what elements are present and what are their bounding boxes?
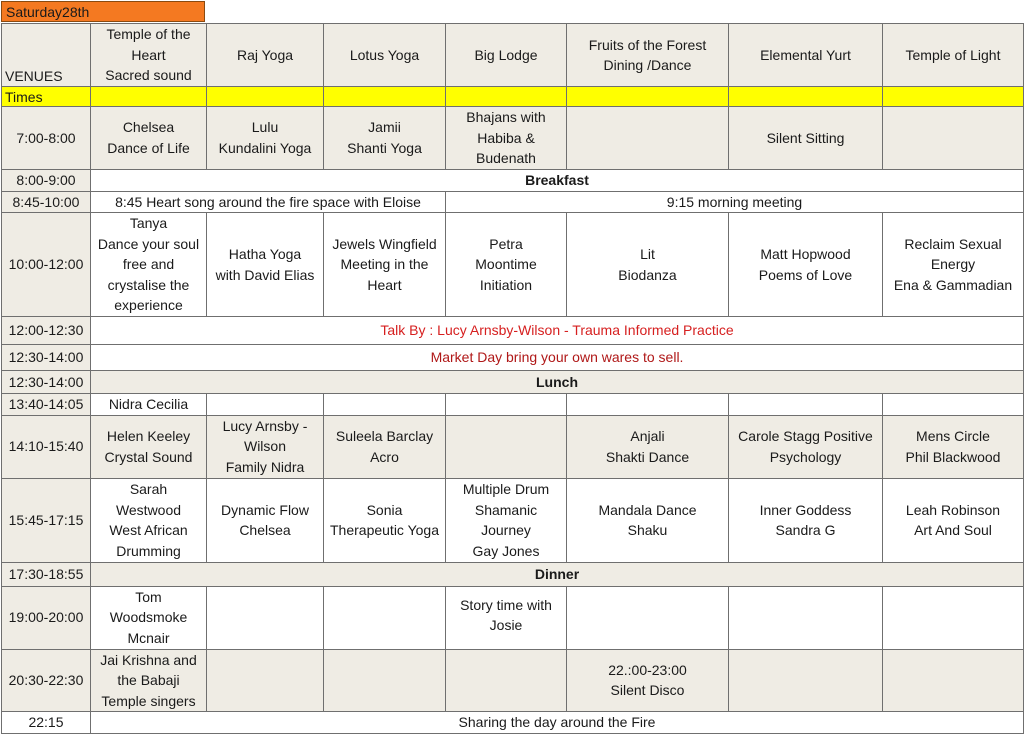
breakfast-banner: Breakfast [91,169,1024,191]
event-cell: Jai Krishna and the Babaji Temple singers [91,649,207,712]
event-cell: Matt Hopwood Poems of Love [729,213,883,317]
times-bar-cell [207,87,324,107]
table-row [2,586,1024,649]
table-row [2,649,1024,712]
event-cell: Jewels Wingfield Meeting in the Heart [324,213,446,317]
time-cell: 8:00-9:00 [2,169,91,191]
times-bar-cell [729,87,883,107]
times-bar-cell [91,87,207,107]
event-cell: Jamii Shanti Yoga [324,107,446,170]
table-row [2,191,1024,213]
venue-raj-yoga: Raj Yoga [207,24,324,87]
event-cell [324,586,446,649]
event-cell [883,107,1024,170]
table-row [2,107,1024,170]
lunch-banner: Lunch [91,371,1024,394]
event-cell: Dynamic Flow Chelsea [207,478,324,562]
table-row [2,712,1024,734]
event-cell: Reclaim Sexual Energy Ena & Gammadian [883,213,1024,317]
event-cell [883,394,1024,416]
event-cell [883,649,1024,712]
time-cell: 10:00-12:00 [2,213,91,317]
event-cell: Chelsea Dance of Life [91,107,207,170]
event-cell: Sonia Therapeutic Yoga [324,478,446,562]
event-cell: Lucy Arnsby - Wilson Family Nidra [207,415,324,478]
times-bar-cell [324,87,446,107]
time-cell: 20:30-22:30 [2,649,91,712]
event-cell [446,394,567,416]
table-row [2,371,1024,394]
event-cell: Suleela Barclay Acro [324,415,446,478]
schedule-table [1,23,1024,734]
venue-big-lodge: Big Lodge [446,24,567,87]
venue-temple-of-the-heart: Temple of the Heart Sacred sound [91,24,207,87]
time-cell: 12:30-14:00 [2,345,91,371]
table-row [2,478,1024,562]
times-row [2,87,1024,107]
event-cell: Mens Circle Phil Blackwood [883,415,1024,478]
time-cell: 12:00-12:30 [2,317,91,345]
heart-song-cell: 8:45 Heart song around the fire space with Eloise [91,191,446,213]
event-cell: Petra Moontime Initiation [446,213,567,317]
event-cell [324,649,446,712]
venue-lotus-yoga: Lotus Yoga [324,24,446,87]
event-cell [207,394,324,416]
venue-fruits-of-the-forest: Fruits of the Forest Dining /Dance [567,24,729,87]
table-row [2,562,1024,586]
event-cell: 22.:00-23:00 Silent Disco [567,649,729,712]
event-cell [883,586,1024,649]
time-cell: 14:10-15:40 [2,415,91,478]
event-cell: Hatha Yoga with David Elias [207,213,324,317]
event-cell: Lulu Kundalini Yoga [207,107,324,170]
time-cell: 17:30-18:55 [2,562,91,586]
time-cell: 22:15 [2,712,91,734]
times-bar-cell [883,87,1024,107]
event-cell: Tom Woodsmoke Mcnair [91,586,207,649]
table-row [2,394,1024,416]
market-day-banner: Market Day bring your own wares to sell. [91,345,1024,371]
event-cell: Leah Robinson Art And Soul [883,478,1024,562]
event-cell: Helen Keeley Crystal Sound [91,415,207,478]
event-cell: Anjali Shakti Dance [567,415,729,478]
time-cell: 8:45-10:00 [2,191,91,213]
time-cell: 12:30-14:00 [2,371,91,394]
event-cell [324,394,446,416]
event-cell: Multiple Drum Shamanic Journey Gay Jones [446,478,567,562]
venue-elemental-yurt: Elemental Yurt [729,24,883,87]
event-cell [207,586,324,649]
table-row [2,345,1024,371]
event-cell [446,649,567,712]
times-bar-cell [446,87,567,107]
table-row [2,415,1024,478]
event-cell [729,586,883,649]
time-cell: 7:00-8:00 [2,107,91,170]
times-bar-cell [567,87,729,107]
event-cell: Story time with Josie [446,586,567,649]
event-cell: Carole Stagg Positive Psychology [729,415,883,478]
venues-label: VENUES [2,24,91,87]
event-cell: Bhajans with Habiba & Budenath [446,107,567,170]
event-cell [729,649,883,712]
table-row [2,169,1024,191]
table-row [2,317,1024,345]
event-cell: Inner Goddess Sandra G [729,478,883,562]
time-cell: 19:00-20:00 [2,586,91,649]
table-row [2,213,1024,317]
event-cell: Lit Biodanza [567,213,729,317]
venue-temple-of-light: Temple of Light [883,24,1024,87]
event-cell: Mandala Dance Shaku [567,478,729,562]
dinner-banner: Dinner [91,562,1024,586]
event-cell [567,586,729,649]
event-cell [567,394,729,416]
event-cell: Nidra Cecilia [91,394,207,416]
event-cell: Tanya Dance your soul free and crystalise the experience [91,213,207,317]
event-cell [207,649,324,712]
sharing-cell: Sharing the day around the Fire [91,712,1024,734]
time-cell: 13:40-14:05 [2,394,91,416]
time-cell: 15:45-17:15 [2,478,91,562]
event-cell: Sarah Westwood West African Drumming [91,478,207,562]
event-cell [446,415,567,478]
times-label: Times [2,87,91,107]
talk-banner: Talk By : Lucy Arnsby-Wilson - Trauma Informed Practice [91,317,1024,345]
event-cell [729,394,883,416]
morning-meeting-cell: 9:15 morning meeting [446,191,1024,213]
venue-header-row [2,24,1024,87]
event-cell [567,107,729,170]
day-tab: Saturday28th [1,1,205,22]
event-cell: Silent Sitting [729,107,883,170]
